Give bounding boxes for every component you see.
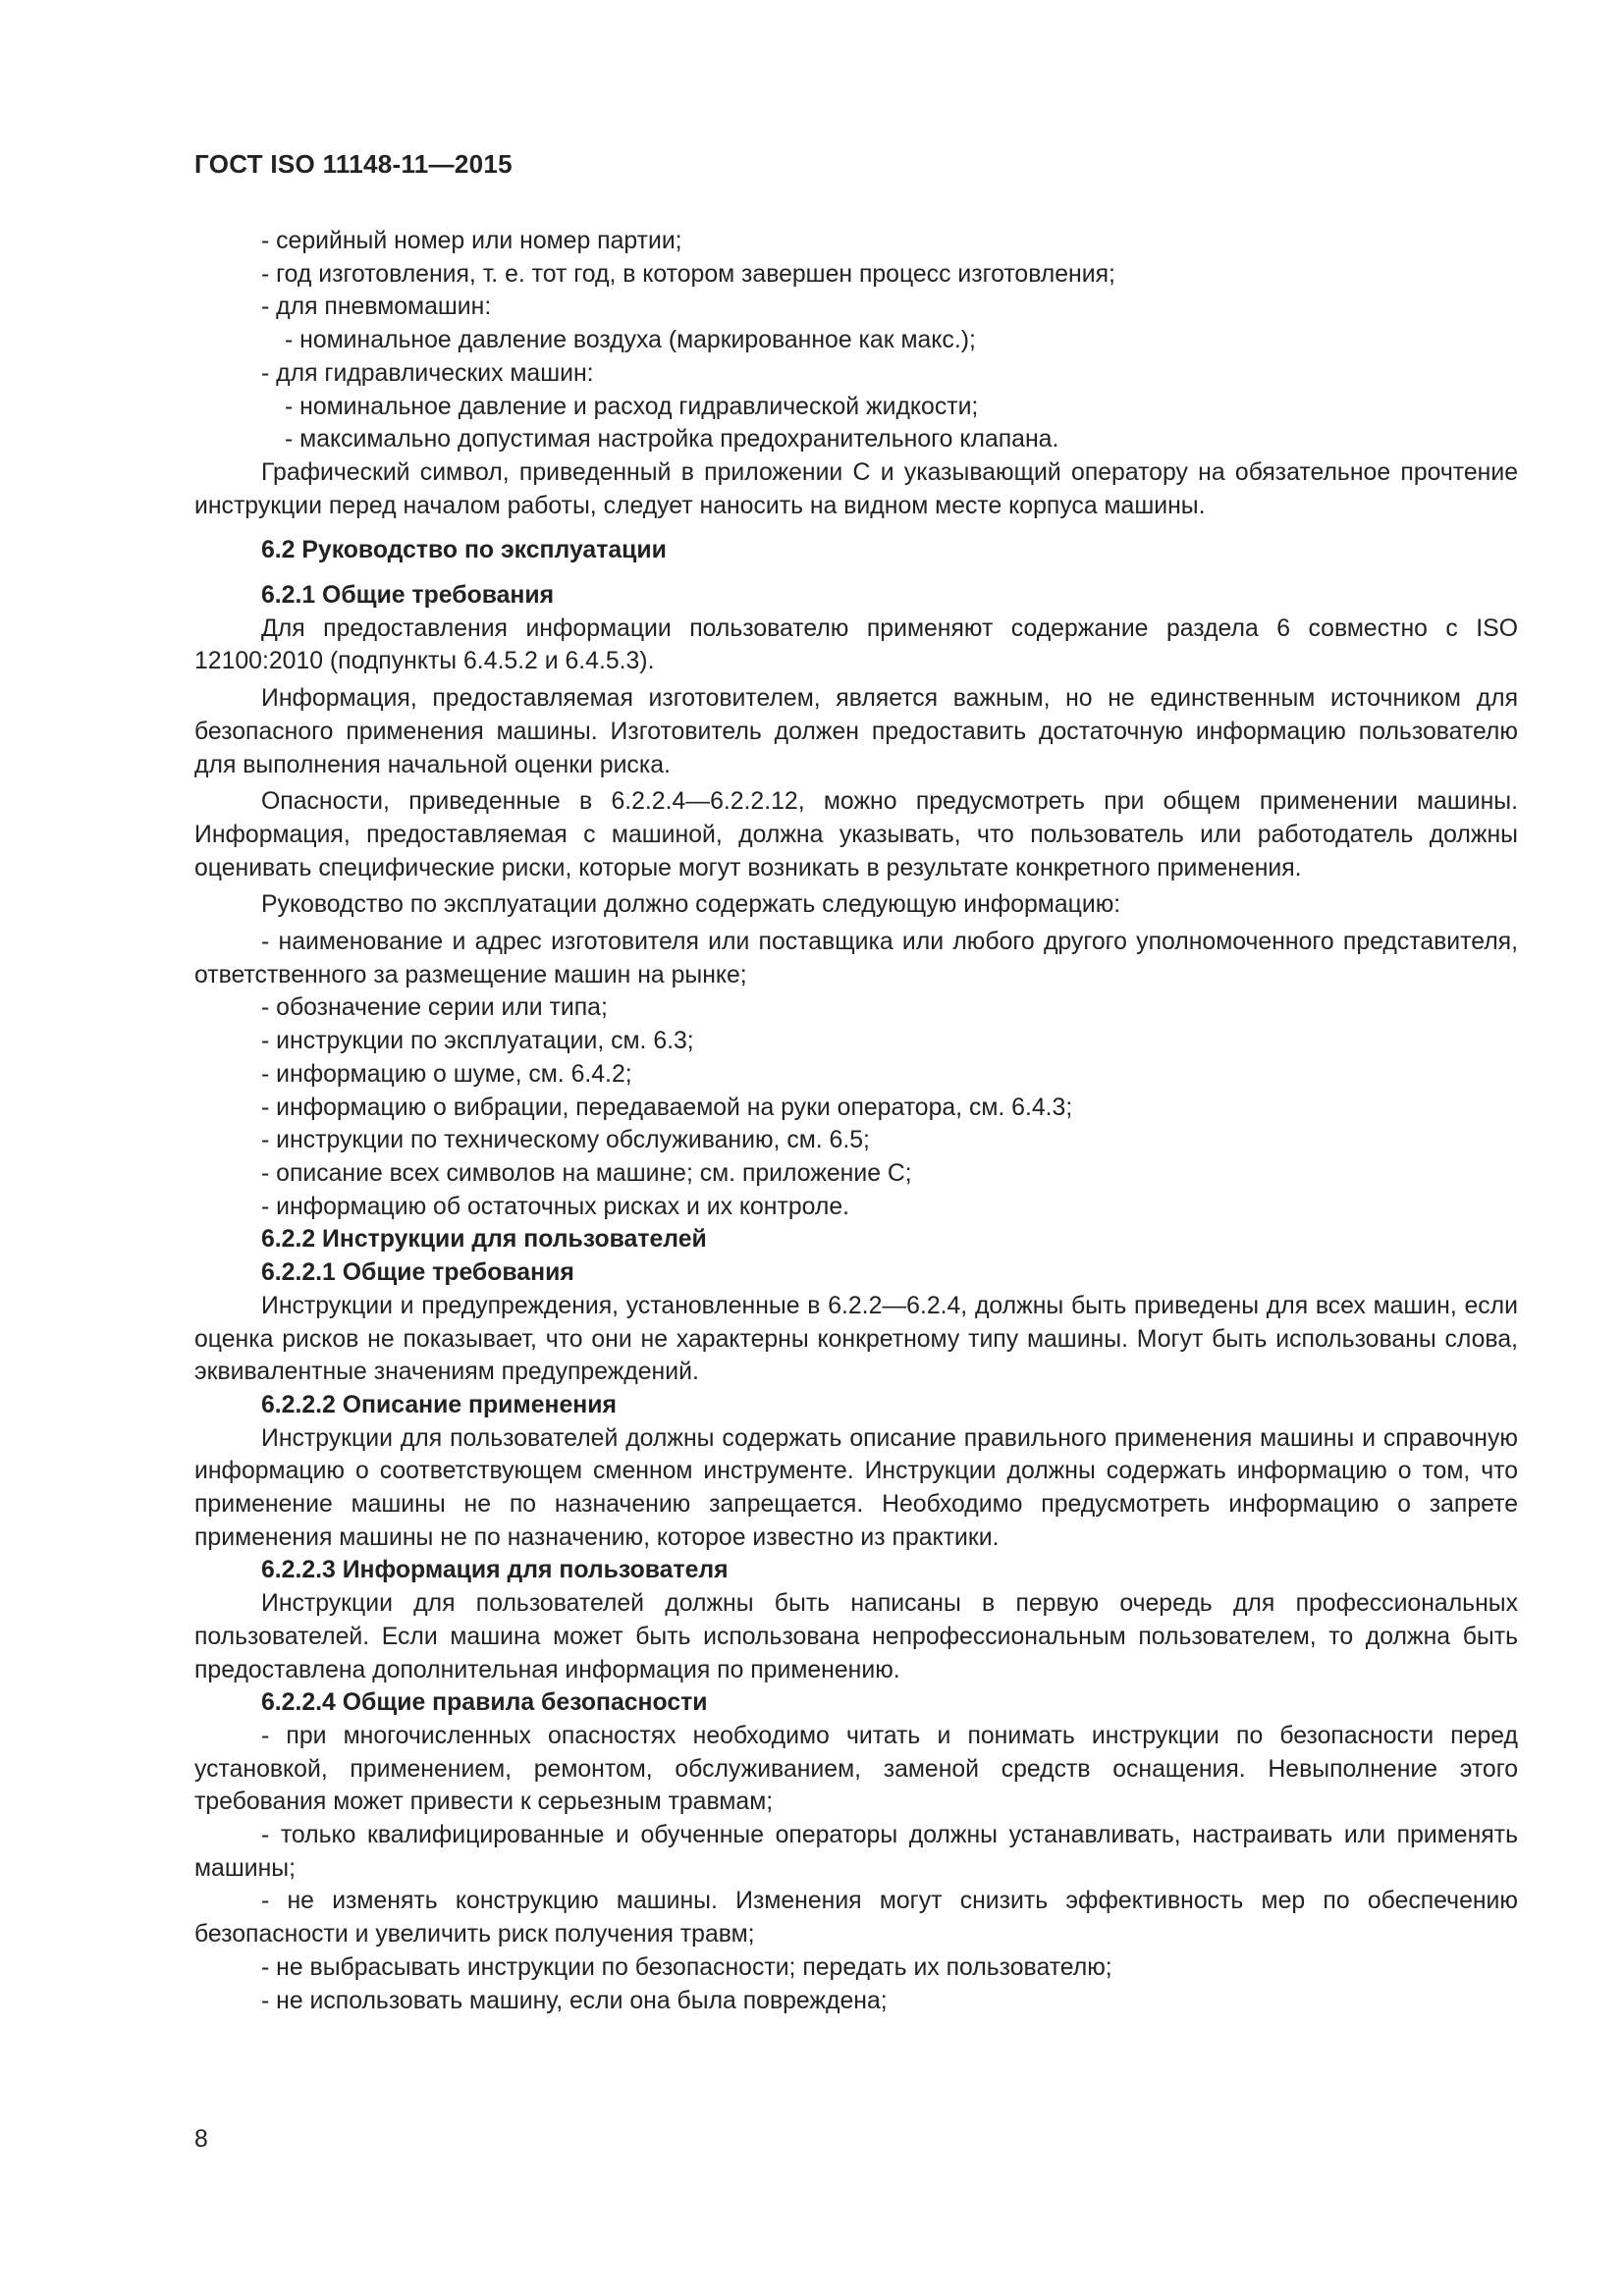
- section-heading-6-2: 6.2 Руководство по эксплуатации: [261, 537, 667, 564]
- subsection-heading-6-2-2-1: 6.2.2.1 Общие требования: [261, 1259, 574, 1287]
- list-item: - только квалифицированные и обученные операторы должны устанавливать, настраивать или применять машины;: [194, 1822, 1518, 1882]
- list-item: - описание всех символов на машине; см. приложение С;: [261, 1159, 912, 1187]
- list-item-nested: - номинальное давление и расход гидравлической жидкости;: [285, 393, 979, 420]
- list-item: - год изготовления, т. е. тот год, в котором завершен процесс изготовления;: [261, 260, 1115, 288]
- subsection-heading-6-2-2-4: 6.2.2.4 Общие правила безопасности: [261, 1689, 708, 1717]
- list-item: - наименование и адрес изготовителя или поставщика или любого другого уполномоченного представителя, ответственного за размещение машин на рынке;: [194, 929, 1518, 988]
- list-item: - не изменять конструкцию машины. Изменения могут снизить эффективность мер по обеспечению безопасности и увеличить риск получения травм;: [194, 1888, 1518, 1949]
- list-item: - при многочисленных опасностях необходимо читать и понимать инструкции по безопасности перед установкой, применением, ремонтом, обслуживанием, заменой средств оснащения. Невыполнение этого требования может привести к серьезным травмам;: [194, 1722, 1518, 1816]
- paragraph: Опасности, приведенные в 6.2.2.4—6.2.2.12, можно предусмотреть при общем применении машины. Информация, предоставляемая с машиной, должна указывать, что пользователь или работодатель должны оценивать специфические риски, которые могут возникать в результате конкретного применения.: [194, 788, 1518, 881]
- document-body: [194, 225, 1518, 2017]
- subsection-heading-6-2-2-2: 6.2.2.2 Описание применения: [261, 1391, 617, 1418]
- list-item: - не выбрасывать инструкции по безопасности; передать их пользователю;: [261, 1953, 1112, 1981]
- subsection-heading-6-2-2-3: 6.2.2.3 Информация для пользователя: [261, 1557, 729, 1584]
- symbol-paragraph: Графический символ, приведенный в приложении С и указывающий оператору на обязательное прочтение инструкции перед началом работы, следует наносить на видном месте корпуса машины.: [194, 458, 1518, 519]
- paragraph: Информация, предоставляемая изготовителем, является важным, но не единственным источником для безопасного применения машины. Изготовитель должен предоставить достаточную информацию пользователю для выполнения начальной оценки риска.: [194, 685, 1518, 778]
- list-item: - информацию о вибрации, передаваемой на руки оператора, см. 6.4.3;: [261, 1094, 1073, 1121]
- list-item: - не использовать машину, если она была повреждена;: [261, 1987, 888, 2014]
- subsection-heading-6-2-2: 6.2.2 Инструкции для пользователей: [261, 1226, 707, 1254]
- document-header: ГОСТ ISO 11148-11—2015: [194, 149, 513, 179]
- list-item: - инструкции по техническому обслуживанию, см. 6.5;: [261, 1127, 870, 1154]
- list-item: - обозначение серии или типа;: [261, 994, 608, 1022]
- list-item: - информацию о шуме, см. 6.4.2;: [261, 1060, 632, 1088]
- subsection-heading-6-2-1: 6.2.1 Общие требования: [261, 582, 555, 610]
- list-item: - для пневмомашин:: [261, 294, 492, 321]
- list-item: - серийный номер или номер партии;: [261, 228, 682, 254]
- paragraph: Инструкции для пользователей должны быть написаны в первую очередь для профессиональных пользователей. Если машина может быть использована непрофессиональным пользователем, то должна быть предоставлена дополнительная информация по применению.: [194, 1590, 1518, 1683]
- paragraph: Инструкции и предупреждения, установленные в 6.2.2—6.2.4, должны быть приведены для всех машин, если оценка рисков не показывает, что они не характерны конкретному типу машины. Могут быть использованы слова, эквивалентные значениям предупреждений.: [194, 1292, 1518, 1386]
- page-number: 8: [194, 2126, 208, 2153]
- list-item-nested: - номинальное давление воздуха (маркированное как макс.);: [285, 327, 976, 354]
- list-item-nested: - максимально допустимая настройка предохранительного клапана.: [285, 426, 1059, 454]
- list-item: - информацию об остаточных рисках и их контроле.: [261, 1193, 850, 1220]
- paragraph: Инструкции для пользователей должны содержать описание правильного применения машины и справочную информацию о соответствующем сменном инструменте. Инструкции должны содержать информацию о том, что применение машины не по назначению запрещается. Необходимо предусмотреть информацию о запрете применения машины не по назначению, которое известно из практики.: [194, 1424, 1518, 1551]
- list-item: - инструкции по эксплуатации, см. 6.3;: [261, 1028, 694, 1055]
- paragraph: Руководство по эксплуатации должно содержать следующую информацию:: [261, 891, 1121, 919]
- list-item: - для гидравлических машин:: [261, 359, 594, 387]
- paragraph: Для предоставления информации пользователю применяют содержание раздела 6 совместно с ISO 12100:2010 (подпункты 6.4.5.2 и 6.4.5.3).: [194, 614, 1518, 675]
